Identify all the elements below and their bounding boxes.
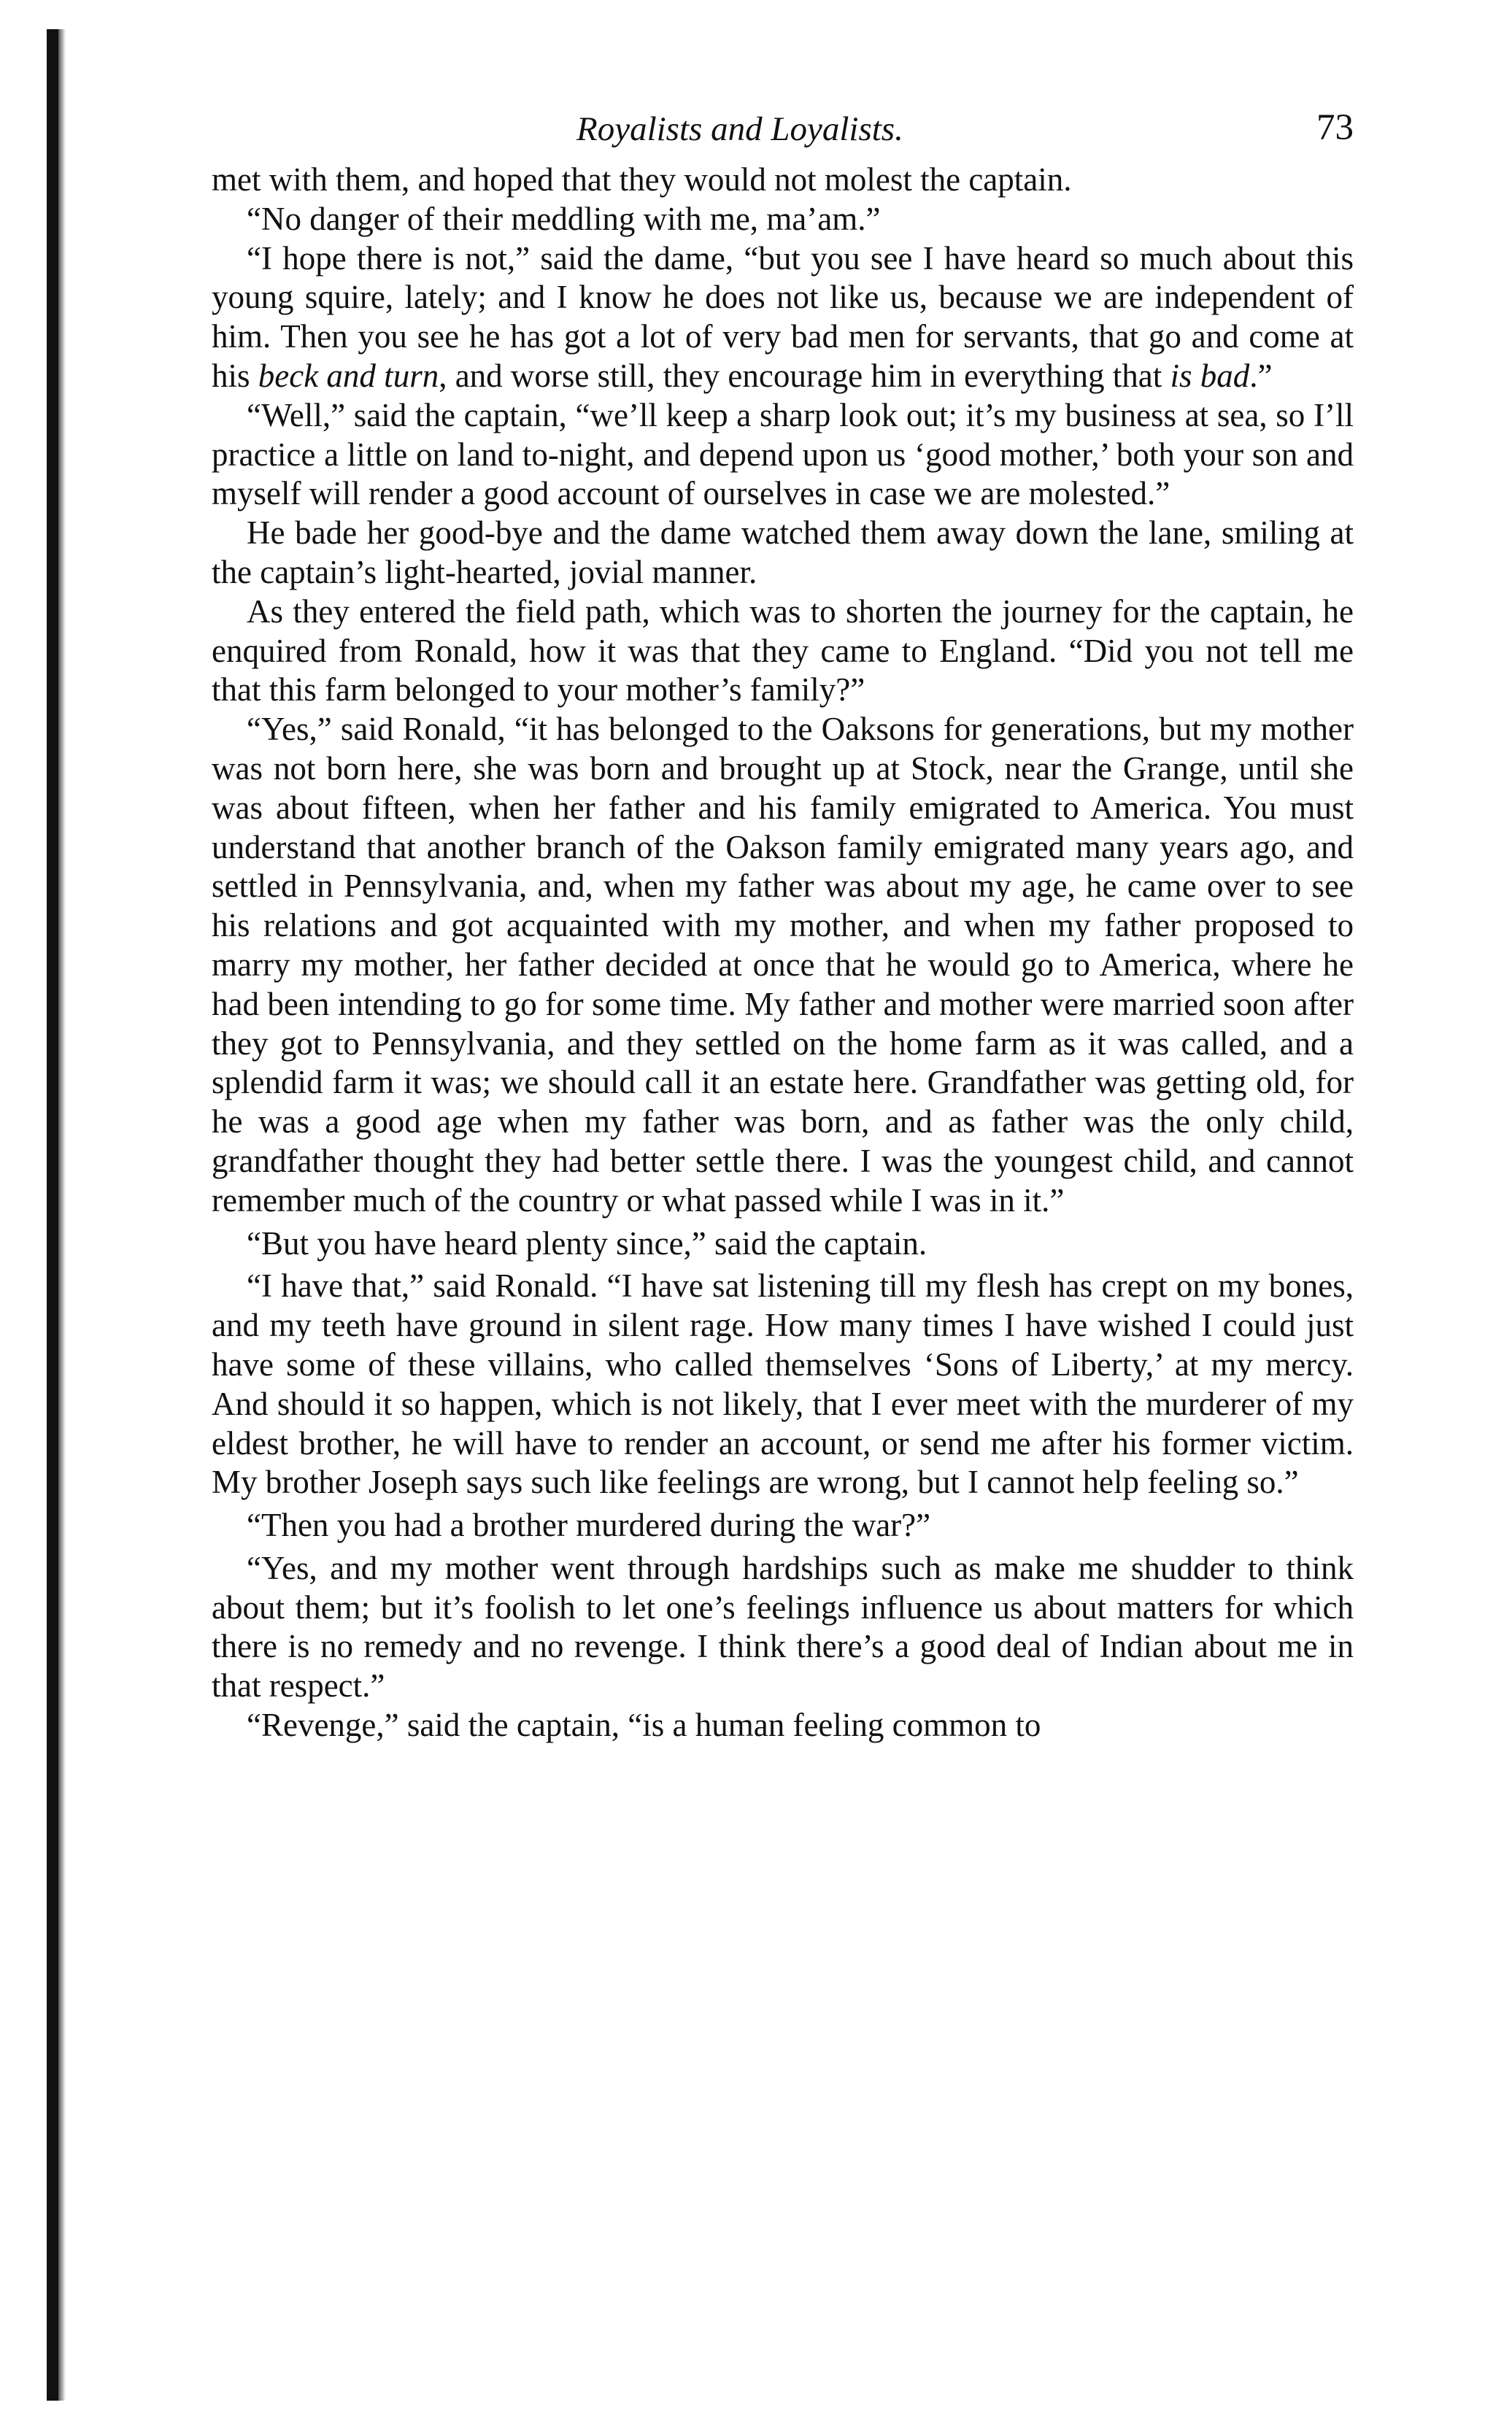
body-text bbox=[212, 161, 1354, 1745]
paragraph: He bade her good-bye and the dame watched them away down the lane, smiling at the captain’s light-hearted, jovial manner. bbox=[212, 514, 1354, 590]
paragraph: As they entered the field path, which was to shorten the journey for the captain, he enquired from Ronald, how it was that they came to England. “Did you not tell me that this farm belonged to your mother’s family?” bbox=[212, 593, 1354, 709]
paragraph: “Then you had a brother murdered during the war?” bbox=[247, 1507, 931, 1544]
paragraph: “Yes, and my mother went through hardships such as make me shudder to think about them; but it’s foolish to let one’s feelings influence us about matters for which there is no remedy and no revenge. I think there’s a good deal of Indian about me in that respect.” bbox=[212, 1549, 1354, 1705]
book-binding-edge bbox=[47, 29, 58, 2401]
running-header bbox=[212, 95, 1354, 161]
italic-phrase: is bad bbox=[1170, 357, 1250, 394]
gutter-shadow bbox=[58, 29, 66, 2401]
paragraph: “Yes,” said Ronald, “it has belonged to the Oaksons for generations, but my mother was not born here, she was born and brought up at Stock, near the Grange, until she was about fifteen, when her father and his family emigrated to America. You must understand that another branch of the Oakson family emigrated many years ago, and settled in Pennsylvania, and, when my father was about my age, he came over to see his relations and got acquainted with my mother, and when my father proposed to marry my mother, her father decided at once that he would go to America, where he had been intending to go for some time. My father and mother were married soon after they got to Pennsylvania, and they settled on the home farm as it was called, and a splendid farm it was; we should call it an estate here. Grandfather was getting old, for he was a good age when my father was born, and as father was the only child, grandfather thought they had better settle there. I was the youngest child, and cannot remember much of the country or what passed while I was in it.” bbox=[212, 711, 1354, 1219]
paragraph: “I have that,” said Ronald. “I have sat listening till my flesh has crept on my bones, and my teeth have ground in silent rage. How many times I have wished I could just have some of these villains, who called themselves ‘Sons of Liberty,’ at my mercy. And should it so happen, which is not likely, that I ever meet with the murderer of my eldest brother, he will have to render an account, or send me after his former victim. My brother Joseph says such like feelings are wrong, but I cannot help feeling so.” bbox=[212, 1267, 1354, 1501]
paragraph-continuation: met with them, and hoped that they would not molest the captain. bbox=[212, 161, 1072, 198]
paragraph: “No danger of their meddling with me, ma’am.” bbox=[247, 200, 881, 237]
paragraph-continues: “Revenge,” said the captain, “is a human feeling common to bbox=[247, 1707, 1041, 1744]
paragraph: “I hope there is not,” said the dame, “but you see I have heard so much about this young squire, lately; and I know he does not like us, because we are independent of him. Then you see he has got a lot of very bad men for servants, that go and come at his beck and turn, and worse still, they encourage him in everything that is bad.” bbox=[212, 239, 1354, 394]
paragraph: “But you have heard plenty since,” said the captain. bbox=[247, 1224, 927, 1262]
book-page bbox=[212, 95, 1354, 1745]
running-title: Royalists and Loyalists. bbox=[576, 110, 903, 148]
paragraph: “Well,” said the captain, “we’ll keep a sharp look out; it’s my business at sea, so I’ll practice a little on land to-night, and depend upon us ‘good mother,’ both your son and myself will render a good account of ourselves in case we are molested.” bbox=[212, 396, 1354, 512]
page-number: 73 bbox=[1316, 107, 1354, 148]
italic-phrase: beck and turn bbox=[258, 357, 439, 394]
